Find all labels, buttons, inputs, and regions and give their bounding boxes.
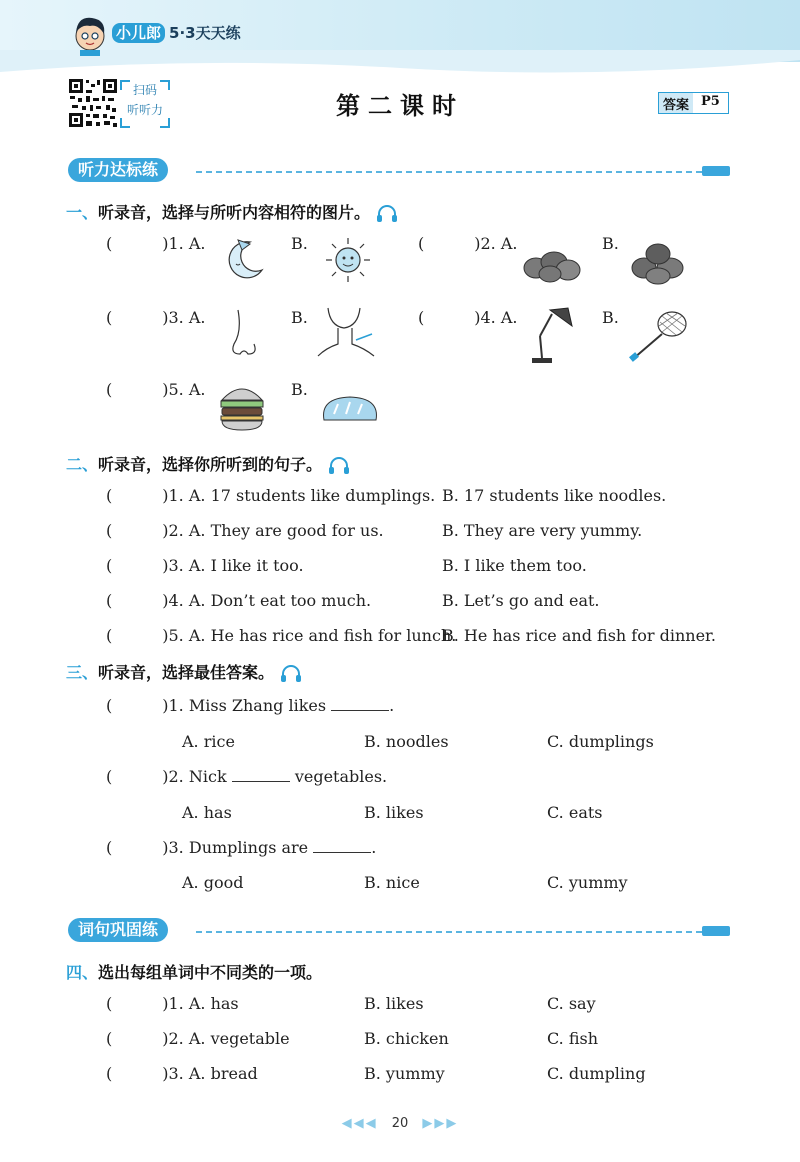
q1-text: 听录音，选择与所听内容相符的图片。 bbox=[98, 203, 371, 222]
option-c: C. dumplings bbox=[547, 732, 654, 751]
answer-paren[interactable]: ( bbox=[106, 994, 113, 1013]
q2-title bbox=[66, 452, 350, 475]
option-c: C. dumpling bbox=[547, 1064, 646, 1083]
answer-blank[interactable] bbox=[313, 852, 371, 853]
potatoes-icon bbox=[522, 244, 582, 284]
answer-page-badge[interactable] bbox=[658, 92, 729, 114]
scan-text-1: 扫码 bbox=[132, 83, 157, 97]
option-c: C. say bbox=[547, 994, 596, 1013]
stem: Miss Zhang likes bbox=[188, 696, 327, 715]
item-number: )2. bbox=[162, 767, 184, 786]
q3-item-1 bbox=[106, 696, 394, 715]
lesson-title: 第二课时 bbox=[336, 92, 464, 120]
option-label: 1. A. bbox=[168, 234, 206, 253]
q1-title bbox=[66, 200, 398, 223]
section-tag-listening: 听力达标练 bbox=[68, 158, 168, 182]
stem: Nick bbox=[188, 767, 227, 786]
item-number: )4. bbox=[162, 591, 184, 610]
brand-name: 小儿郎 bbox=[112, 23, 165, 43]
option-b: B. 17 students like noodles. bbox=[442, 486, 667, 505]
answer-paren-close: ) bbox=[162, 234, 169, 253]
answer-paren-close: ) bbox=[162, 380, 169, 399]
option-b: B. I like them too. bbox=[442, 556, 587, 575]
header-wave bbox=[0, 50, 800, 80]
answer-paren[interactable]: ( bbox=[106, 1064, 113, 1083]
q2-item-1 bbox=[106, 486, 435, 505]
answer-paren[interactable]: ( bbox=[106, 486, 113, 505]
option-b: B. likes bbox=[364, 803, 424, 822]
option-label: 4. A. bbox=[480, 308, 518, 327]
answer-paren-close: ) bbox=[474, 308, 481, 327]
q1-item-1-b-label: B. bbox=[291, 234, 308, 253]
page-number: 20 bbox=[391, 1116, 409, 1131]
scan-text-2: 听听力 bbox=[126, 103, 163, 117]
q4-number: 四、 bbox=[66, 963, 99, 982]
option-b: B. Let’s go and eat. bbox=[442, 591, 600, 610]
q1-item-4 bbox=[418, 308, 518, 327]
option-a: A. They are good for us. bbox=[188, 521, 384, 540]
option-a: A. bread bbox=[188, 1064, 258, 1083]
net-icon bbox=[628, 308, 688, 362]
headphones-icon bbox=[328, 457, 350, 475]
option-label: 3. A. bbox=[168, 308, 206, 327]
headphones-icon bbox=[376, 205, 398, 223]
answer-paren[interactable]: ( bbox=[106, 626, 113, 645]
pencil-icon bbox=[702, 166, 730, 176]
bread-icon bbox=[320, 394, 380, 424]
answer-paren[interactable]: ( bbox=[106, 1029, 113, 1048]
option-a: A. I like it too. bbox=[188, 556, 304, 575]
q1-item-2 bbox=[418, 234, 518, 253]
q1-item-5-b-label: B. bbox=[291, 380, 308, 399]
answer-paren[interactable]: ( bbox=[106, 521, 113, 540]
page-footer bbox=[0, 1116, 800, 1131]
nose-icon bbox=[224, 308, 264, 360]
option-b: B. They are very yummy. bbox=[442, 521, 643, 540]
answer-paren[interactable]: ( bbox=[106, 591, 113, 610]
answer-paren[interactable]: ( bbox=[106, 767, 113, 786]
stem-end: . bbox=[371, 838, 377, 857]
option-c: C. fish bbox=[547, 1029, 599, 1048]
q3-text: 听录音，选择最佳答案。 bbox=[98, 663, 275, 682]
q3-item-3 bbox=[106, 838, 376, 857]
mascot-boy-icon bbox=[70, 12, 110, 56]
q4-item-2 bbox=[106, 1029, 290, 1048]
section-divider bbox=[196, 171, 702, 173]
q4-item-1 bbox=[106, 994, 239, 1013]
item-number: )3. bbox=[162, 556, 184, 575]
option-a: A. 17 students like dumplings. bbox=[188, 486, 436, 505]
q2-item-2 bbox=[106, 521, 384, 540]
q2-number: 二、 bbox=[66, 455, 99, 474]
q2-item-4 bbox=[106, 591, 371, 610]
answer-blank[interactable] bbox=[232, 781, 290, 782]
item-number: )3. bbox=[162, 838, 184, 857]
answer-paren-close: ) bbox=[162, 308, 169, 327]
option-b: B. nice bbox=[364, 873, 420, 892]
option-b: B. yummy bbox=[364, 1064, 445, 1083]
option-b: B. likes bbox=[364, 994, 424, 1013]
answer-paren-open[interactable]: ( bbox=[418, 234, 425, 253]
answer-paren[interactable]: ( bbox=[106, 838, 113, 857]
item-number: )3. bbox=[162, 1064, 184, 1083]
q4-item-3 bbox=[106, 1064, 258, 1083]
q1-item-1 bbox=[106, 234, 206, 253]
hamburger-icon bbox=[218, 382, 266, 432]
potatoes-pile-icon bbox=[630, 238, 686, 286]
moon-icon bbox=[220, 236, 268, 284]
section-tag-vocab: 词句巩固练 bbox=[68, 918, 168, 942]
item-number: )5. bbox=[162, 626, 184, 645]
option-c: C. yummy bbox=[547, 873, 628, 892]
answer-blank[interactable] bbox=[331, 710, 389, 711]
sun-icon bbox=[324, 236, 372, 284]
q1-item-5 bbox=[106, 380, 206, 399]
answer-page: P5 bbox=[701, 94, 720, 109]
answer-paren-open[interactable]: ( bbox=[106, 380, 113, 399]
answer-label: 答案 bbox=[659, 93, 693, 113]
q1-item-4-b-label: B. bbox=[602, 308, 619, 327]
lamp-icon bbox=[528, 306, 574, 364]
option-b: B. He has rice and fish for dinner. bbox=[442, 626, 717, 645]
stem: Dumplings are bbox=[188, 838, 309, 857]
option-b: B. noodles bbox=[364, 732, 449, 751]
q1-item-2-b-label: B. bbox=[602, 234, 619, 253]
neck-icon bbox=[316, 306, 376, 358]
q1-item-3 bbox=[106, 308, 206, 327]
option-a: A. has bbox=[188, 994, 239, 1013]
q1-item-3-b-label: B. bbox=[291, 308, 308, 327]
option-a: A. has bbox=[182, 803, 232, 822]
option-a: A. rice bbox=[182, 732, 235, 751]
brand bbox=[112, 22, 241, 43]
answer-paren-close: ) bbox=[474, 234, 481, 253]
stem-end: . bbox=[389, 696, 395, 715]
answer-paren-open[interactable]: ( bbox=[418, 308, 425, 327]
q3-number: 三、 bbox=[66, 663, 99, 682]
answer-paren[interactable]: ( bbox=[106, 696, 113, 715]
q2-text: 听录音，选择你所听到的句子。 bbox=[98, 455, 323, 474]
item-number: )1. bbox=[162, 994, 184, 1013]
item-number: )1. bbox=[162, 696, 184, 715]
option-label: 5. A. bbox=[168, 380, 206, 399]
left-arrows-icon: ◀◀◀ bbox=[341, 1116, 378, 1131]
headphones-icon bbox=[280, 665, 302, 683]
option-a: A. Don’t eat too much. bbox=[188, 591, 372, 610]
answer-paren[interactable]: ( bbox=[106, 556, 113, 575]
option-a: A. vegetable bbox=[188, 1029, 290, 1048]
item-number: )2. bbox=[162, 521, 184, 540]
option-c: C. eats bbox=[547, 803, 603, 822]
q3-item-2 bbox=[106, 767, 387, 786]
right-arrows-icon: ▶▶▶ bbox=[422, 1116, 459, 1131]
q4-title bbox=[66, 960, 322, 983]
pencil-icon bbox=[702, 926, 730, 936]
q2-item-5 bbox=[106, 626, 456, 645]
option-label: 2. A. bbox=[480, 234, 518, 253]
q3-title bbox=[66, 660, 302, 683]
q1-number: 一、 bbox=[66, 203, 99, 222]
option-a: A. good bbox=[182, 873, 244, 892]
q4-text: 选出每组单词中不同类的一项。 bbox=[98, 963, 323, 982]
stem-end: vegetables. bbox=[294, 767, 388, 786]
option-a: A. He has rice and fish for lunch. bbox=[188, 626, 457, 645]
option-b: B. chicken bbox=[364, 1029, 449, 1048]
item-number: )2. bbox=[162, 1029, 184, 1048]
q2-item-3 bbox=[106, 556, 304, 575]
answer-paren-open[interactable]: ( bbox=[106, 234, 113, 253]
item-number: )1. bbox=[162, 486, 184, 505]
brand-series: 5·3天天练 bbox=[169, 24, 241, 42]
section-divider bbox=[196, 931, 702, 933]
answer-paren-open[interactable]: ( bbox=[106, 308, 113, 327]
